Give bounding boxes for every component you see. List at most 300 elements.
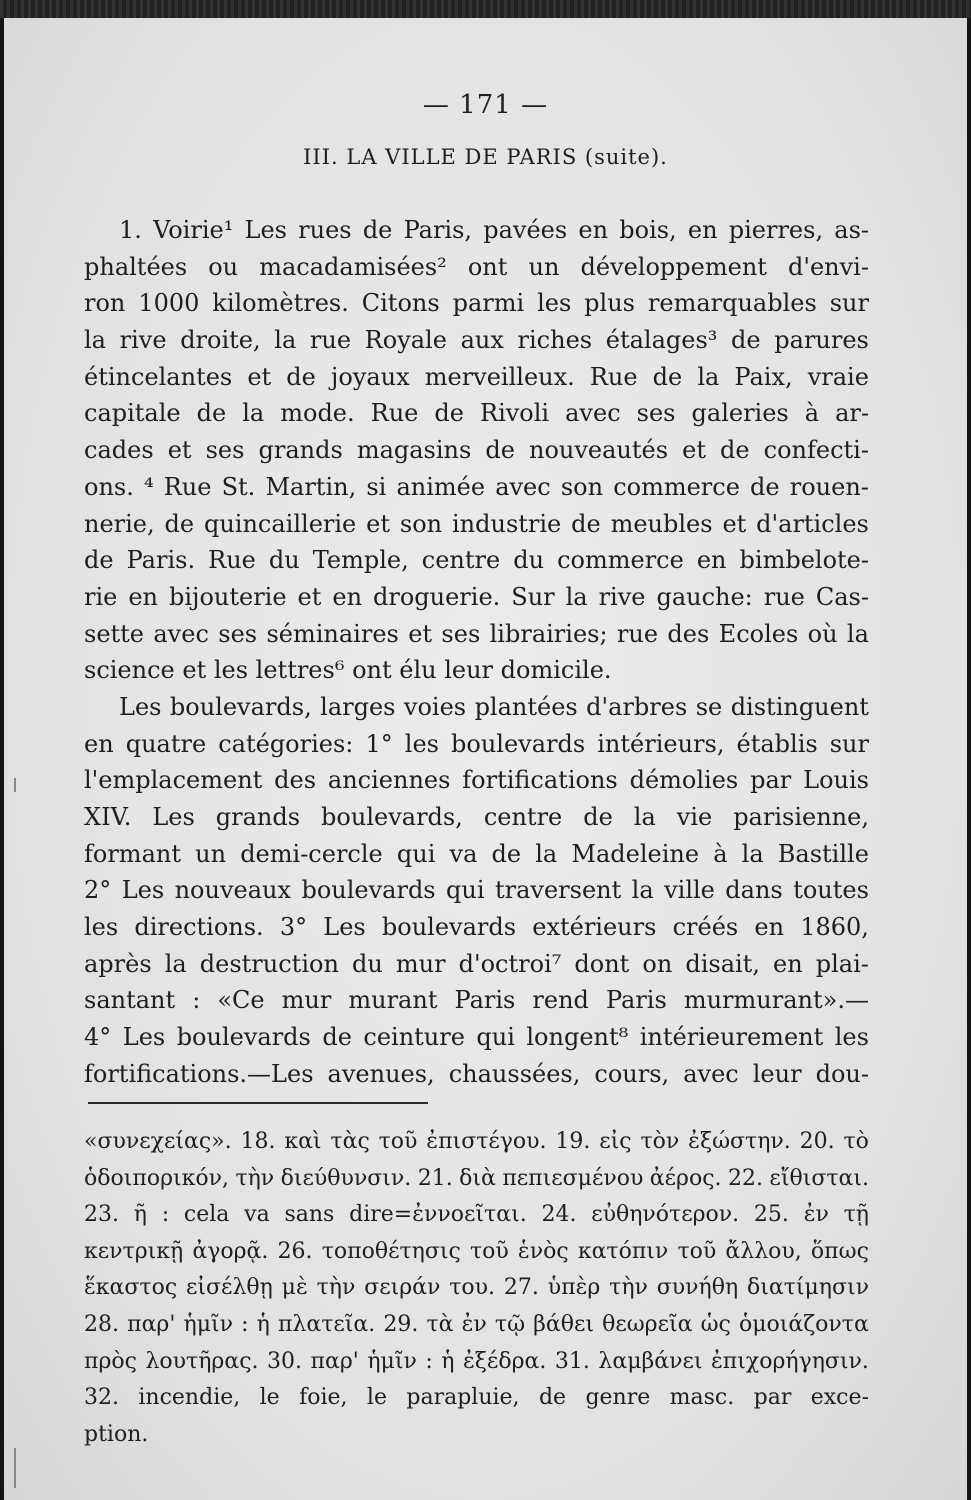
word: ὅπως — [810, 1238, 869, 1264]
word: grands — [215, 803, 301, 831]
word: capitale — [84, 399, 181, 428]
word: va — [449, 839, 478, 868]
body-line — [84, 762, 869, 799]
word: Temple, — [312, 546, 409, 575]
word: de — [583, 803, 613, 831]
word: la — [274, 326, 297, 355]
word: avec — [153, 619, 209, 648]
word: ou — [208, 252, 239, 281]
word: formant — [84, 839, 181, 868]
word: industrie — [451, 509, 562, 538]
word: «συνεχείας». — [84, 1129, 232, 1154]
word: la — [84, 326, 106, 355]
word: sans — [284, 1202, 335, 1228]
word: fortifications.—Les — [84, 1059, 314, 1088]
word: rend — [532, 986, 589, 1015]
word: l'emplacement — [84, 766, 263, 795]
word: ar- — [835, 399, 869, 428]
word: Les — [244, 216, 287, 244]
word: ἕκαστος — [84, 1275, 178, 1301]
word: ἡμῖν — [183, 1311, 233, 1337]
body-line — [84, 616, 869, 653]
word: boulevards — [381, 913, 517, 942]
word: d'envi- — [787, 252, 869, 281]
body-line — [84, 322, 869, 359]
word: genre — [585, 1385, 651, 1411]
word: Les — [122, 1023, 166, 1052]
word: murmurant».— — [683, 986, 869, 1015]
word: si — [366, 472, 387, 501]
word: de — [750, 472, 780, 501]
word: catégories: — [218, 729, 354, 758]
word: des — [274, 766, 317, 795]
word: Les — [152, 803, 195, 831]
word: par — [753, 1385, 792, 1411]
word: qui — [476, 1023, 515, 1052]
word: parures — [774, 326, 869, 355]
word: bimbelote- — [739, 546, 869, 575]
word: étalages³ — [605, 326, 718, 355]
word: dou- — [815, 1059, 869, 1088]
word: de — [652, 362, 683, 391]
word: de — [322, 1023, 352, 1052]
word: anciennes — [327, 766, 451, 795]
word: nerie, — [84, 509, 155, 538]
word: larges — [320, 692, 396, 721]
word: la — [535, 839, 558, 868]
word: : — [425, 1348, 433, 1374]
word: étincelantes — [84, 362, 233, 391]
word: vie — [676, 803, 713, 831]
word: Paris. — [126, 546, 196, 575]
word: τοποθέτησις — [321, 1238, 461, 1264]
word: Rue — [208, 546, 256, 575]
word: son — [560, 472, 604, 501]
word: plai- — [815, 949, 869, 978]
word: 1° — [365, 729, 393, 758]
word: 26. — [277, 1238, 313, 1264]
word: λαμβάνει — [598, 1348, 703, 1374]
word: masc. — [669, 1385, 735, 1411]
word: ἐν — [461, 1311, 487, 1337]
word: droguerie. — [373, 582, 501, 611]
word: de — [286, 362, 316, 391]
word: sette — [84, 619, 145, 648]
word: 4° — [84, 1023, 112, 1052]
word: fortifications — [462, 766, 618, 795]
word: ὁμοιάζοντα — [738, 1311, 869, 1337]
word: la — [631, 876, 654, 905]
word: en — [773, 949, 803, 978]
page-number: — 171 — — [422, 90, 549, 120]
word: distinguent — [730, 692, 869, 721]
word: 24. — [541, 1202, 577, 1228]
word: ville — [664, 876, 715, 905]
word: quatre — [125, 729, 207, 758]
word: macadamisées² — [259, 252, 447, 281]
word: 30. — [267, 1348, 303, 1374]
word: Royale — [364, 326, 447, 355]
word: foie, — [299, 1385, 348, 1411]
word: Les — [121, 876, 165, 905]
word: 1860, — [800, 913, 869, 942]
word: λουτῆρας. — [145, 1348, 259, 1374]
word: d'octroi⁷ — [458, 949, 562, 978]
word: XIV. — [84, 803, 132, 831]
word: boulevards — [301, 876, 436, 905]
word: mur — [395, 949, 446, 978]
word: μὲ — [281, 1275, 308, 1301]
word: κεντρικῇ — [84, 1238, 184, 1264]
word: le — [259, 1385, 280, 1411]
word: vraie — [807, 362, 869, 391]
word: et — [297, 582, 322, 611]
word: chaussées, — [448, 1059, 581, 1088]
word: Rivoli — [480, 399, 550, 428]
body-line — [84, 689, 869, 726]
footnote-line — [84, 1124, 869, 1161]
word: sur — [829, 729, 869, 758]
word: et — [167, 436, 192, 465]
word: incendie, — [138, 1385, 241, 1411]
word: τοῦ — [469, 1238, 509, 1264]
footnotes — [84, 1124, 869, 1453]
word: magasins — [356, 436, 472, 465]
word: la — [846, 619, 869, 648]
word: πλατεῖα. — [277, 1311, 376, 1337]
word: bijouterie — [168, 582, 287, 611]
word: parapluie, — [406, 1385, 520, 1411]
word: πεπιεσμένου — [502, 1165, 644, 1191]
word: demi-cercle — [240, 839, 383, 868]
word: ons. — [84, 472, 134, 501]
word: santant — [84, 986, 176, 1015]
word: toutes — [793, 876, 869, 905]
word: παρ' — [310, 1348, 359, 1374]
word: ἑνὸς — [517, 1238, 569, 1264]
word: qui — [446, 876, 485, 905]
word: ἡ — [441, 1348, 455, 1374]
word: Voirie¹ — [153, 216, 234, 244]
word: mode. — [280, 399, 355, 428]
word: intérieurs, — [597, 729, 725, 758]
word: du — [268, 546, 300, 575]
word: εὐθηνότερον. — [591, 1202, 740, 1228]
word: avenues, — [327, 1059, 435, 1088]
word: de — [84, 546, 114, 575]
word: Cas- — [815, 582, 869, 611]
footnote-line — [84, 1161, 869, 1198]
word: boulevards — [451, 729, 586, 758]
word: Rue — [163, 472, 212, 501]
word: aux — [460, 326, 504, 355]
word: murant — [348, 986, 438, 1015]
word: τὸν — [640, 1129, 680, 1154]
word: traversent — [494, 876, 622, 905]
word: boulevards, — [321, 803, 463, 831]
word: son — [399, 509, 443, 538]
word: de — [196, 399, 227, 428]
word: établis — [736, 729, 818, 758]
word: Les — [119, 692, 162, 721]
scan-mark — [14, 778, 16, 792]
word: 19. — [555, 1129, 591, 1154]
word: 29. — [383, 1311, 419, 1337]
word: bois, — [619, 216, 677, 244]
word: après — [84, 949, 152, 978]
word: διὰ — [459, 1165, 496, 1191]
word: ἀέρος. — [649, 1165, 722, 1191]
body-text — [84, 212, 869, 1093]
word: boulevards, — [169, 692, 312, 721]
word: nouveautés — [529, 436, 669, 465]
word: ceinture — [363, 1023, 465, 1052]
word: de — [491, 839, 522, 868]
word: ἐξέδρα. — [463, 1348, 547, 1374]
word: la — [741, 839, 764, 868]
word: ses — [441, 619, 481, 648]
word: centre — [421, 546, 501, 575]
word: les — [404, 729, 439, 758]
word: droite, — [180, 326, 261, 355]
word: τὰ — [426, 1311, 454, 1337]
word: ses — [218, 619, 258, 648]
body-line — [84, 946, 869, 983]
section-heading: III. LA VILLE DE PARIS (suite). — [303, 145, 668, 169]
word: Sur — [511, 582, 555, 611]
word: pavées — [483, 216, 568, 244]
word: ⁴ — [143, 472, 154, 501]
word: τῇ — [843, 1202, 869, 1228]
word: τῷ — [494, 1311, 526, 1337]
word: τὰς — [330, 1129, 370, 1154]
footnote-line — [84, 1344, 869, 1381]
word: 3° — [279, 913, 308, 942]
word: Paix, — [734, 362, 793, 391]
word: 32. — [84, 1385, 119, 1411]
word: rie — [84, 582, 118, 611]
word: commerce — [557, 546, 684, 575]
word: Paris — [454, 986, 516, 1015]
word: de — [571, 509, 601, 538]
word: riches — [517, 326, 593, 355]
body-line — [84, 872, 869, 909]
word: exce- — [810, 1385, 869, 1411]
word: en — [128, 582, 158, 611]
scan-top-edge — [0, 0, 971, 18]
word: plus — [584, 289, 635, 318]
body-line — [84, 359, 869, 396]
word: ῆ — [133, 1202, 147, 1228]
word: de — [485, 436, 515, 465]
footnote-line: ption. — [84, 1421, 149, 1447]
word: ὁδοιπορικόν, — [84, 1165, 229, 1191]
word: rue — [616, 619, 659, 648]
word: disait, — [685, 949, 760, 978]
word: la — [565, 582, 588, 611]
word: qui — [396, 839, 436, 868]
word: avec — [565, 399, 621, 428]
word: εἰσέλθῃ — [186, 1275, 273, 1301]
word: rue — [763, 582, 805, 611]
word: του. — [449, 1275, 496, 1301]
word: dans — [725, 876, 783, 905]
word: les — [537, 289, 572, 318]
word: pierres, — [728, 216, 824, 244]
word: St. — [221, 472, 256, 501]
body-line — [84, 285, 869, 322]
word: développement — [580, 252, 767, 281]
word: phaltées — [84, 252, 188, 281]
word: librairies; — [489, 619, 608, 648]
word: ses — [636, 399, 676, 428]
word: galeries — [691, 399, 789, 428]
word: Rue — [370, 399, 419, 428]
word: en — [687, 216, 718, 244]
word: 1. — [119, 216, 142, 244]
word: joyaux — [330, 362, 410, 391]
word: grands — [258, 436, 343, 465]
word: 2° — [84, 876, 112, 905]
word: et — [247, 362, 272, 391]
word: βάθει — [533, 1311, 594, 1337]
word: et — [722, 509, 747, 538]
word: συνήθη — [656, 1275, 739, 1301]
word: Madeleine — [571, 839, 700, 868]
word: dire=ἐννοεῖται. — [349, 1202, 527, 1228]
word: ἐξώστην. — [688, 1129, 791, 1154]
word: rouen- — [789, 472, 869, 501]
footnote-line — [84, 1234, 869, 1271]
word: kilomètres. — [212, 289, 349, 318]
word: τοῦ — [677, 1238, 717, 1264]
word: Citons — [361, 289, 440, 318]
word: extérieurs — [532, 913, 657, 942]
word: 1000 — [138, 289, 200, 318]
word: ἐπιχορήγησιν. — [710, 1348, 869, 1374]
word: 21. — [417, 1165, 453, 1191]
word: animée — [396, 472, 486, 501]
word: d'articles — [756, 509, 869, 538]
word: où — [807, 619, 838, 648]
word: remarquables — [647, 289, 817, 318]
body-line — [84, 579, 869, 616]
word: leur — [752, 1059, 802, 1088]
word: ἐπιστέγου. — [426, 1129, 547, 1154]
word: σειράν — [364, 1275, 441, 1301]
body-line — [84, 1056, 869, 1093]
word: un — [528, 252, 560, 281]
word: Louis — [803, 766, 869, 795]
body-line — [84, 395, 869, 432]
word: κατόπιν — [577, 1238, 669, 1264]
word: 25. — [753, 1202, 789, 1228]
word: τὸ — [843, 1129, 869, 1154]
word: destruction — [199, 949, 339, 978]
word: Paris — [605, 986, 667, 1015]
word: avec — [495, 472, 551, 501]
word: τὴν — [235, 1165, 275, 1191]
word: cours, — [594, 1059, 670, 1088]
word: quincaillerie — [203, 509, 357, 538]
word: par — [750, 766, 792, 795]
word: διεύθυνσιν. — [280, 1165, 412, 1191]
body-line — [84, 542, 869, 579]
word: τοῦ — [378, 1129, 418, 1154]
word: rive — [598, 582, 646, 611]
word: παρ' — [127, 1311, 176, 1337]
body-line — [84, 469, 869, 506]
word: ἡμῖν — [367, 1348, 417, 1374]
word: et — [366, 509, 390, 538]
body-line — [84, 799, 869, 836]
word: la — [242, 399, 265, 428]
word: ron — [84, 289, 126, 318]
word: en — [696, 546, 727, 575]
word: 31. — [554, 1348, 590, 1374]
word: démolies — [629, 766, 739, 795]
word: cela — [183, 1202, 230, 1228]
word: boulevards — [176, 1023, 311, 1052]
word: parisienne, — [733, 803, 869, 831]
word: «Ce — [217, 986, 265, 1015]
body-line — [84, 836, 869, 873]
word: de — [731, 326, 761, 355]
book-page — [4, 18, 967, 1500]
word: ses — [205, 436, 245, 465]
word: plantées — [474, 692, 578, 721]
footnote-line — [84, 1270, 869, 1307]
word: 20. — [799, 1129, 835, 1154]
footnote-line — [84, 1307, 869, 1344]
word: rive — [119, 326, 167, 355]
word: directions. — [134, 913, 264, 942]
body-line — [84, 726, 869, 763]
word: avec — [683, 1059, 739, 1088]
word: rues — [298, 216, 352, 244]
word: Rue — [589, 362, 638, 391]
word: 28. — [84, 1311, 119, 1337]
word: en — [332, 582, 363, 611]
footnote-divider — [88, 1102, 428, 1104]
body-line — [84, 506, 869, 543]
word: : — [241, 1311, 249, 1337]
word: des — [667, 619, 710, 648]
word: τὴν — [316, 1275, 356, 1301]
word: intérieurement — [639, 1023, 824, 1052]
word: dont — [574, 949, 630, 978]
word: : — [192, 986, 201, 1015]
body-line — [84, 432, 869, 469]
word: de — [164, 509, 195, 538]
word: gauche: — [656, 582, 753, 611]
word: ἡ — [256, 1311, 270, 1337]
word: Paris, — [403, 216, 473, 244]
word: d'arbres — [586, 692, 688, 721]
word: et — [682, 436, 706, 465]
word: créés — [672, 913, 739, 942]
word: du — [351, 949, 383, 978]
word: en — [84, 729, 114, 758]
word: commerce — [613, 472, 740, 501]
body-line — [84, 249, 869, 286]
word: à — [804, 399, 820, 428]
word: ἐν — [803, 1202, 829, 1228]
word: la — [697, 362, 720, 391]
body-line — [84, 1019, 869, 1056]
body-line — [84, 982, 869, 1019]
footnote-line — [84, 1380, 869, 1417]
